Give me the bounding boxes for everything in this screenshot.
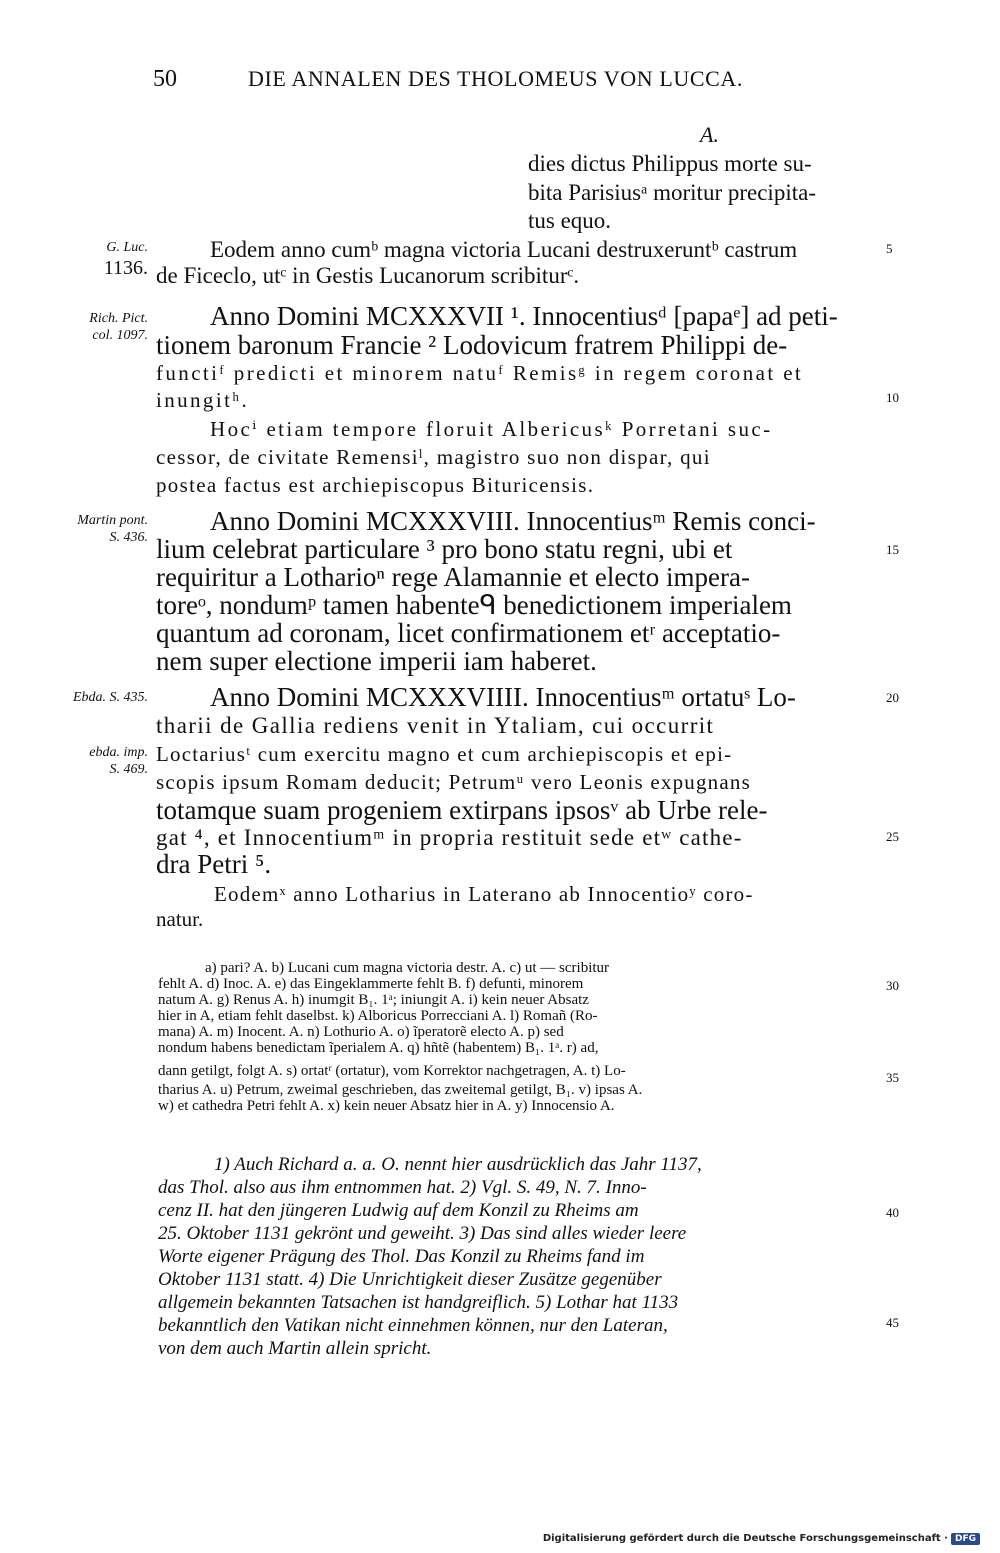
text-line: dra Petri ⁵. [156,849,272,879]
text-line: gat ⁴, et Innocentiumᵐ in propria restituit sede etʷ cathe- [156,825,743,850]
apparatus-line: w) et cathedra Petri fehlt A. x) kein neuer Absatz hier in A. y) Innocensio A. [158,1098,615,1114]
apparatus-line: tharius A. u) Petrum, zweimal geschrieben, das zweitemal getilgt, B₁. v) ipsas A. [158,1082,643,1098]
text-line: Eodem anno cumᵇ magna victoria Lucani destruxeruntᵇ castrum [210,237,798,262]
text-line: totamque suam progeniem extirpans ipsosᵛ ab Urbe rele- [156,795,768,825]
text-line: tharii de Gallia rediens venit in Ytaliam, cui occurrit [156,713,715,738]
text-line: cessor, de civitate Remensiˡ, magistro suo non dispar, qui [156,445,711,469]
year-entry-1138: Anno Domini MCXXXVIII. Innocentiusᵐ Remis conci- [210,506,816,536]
text-line: quantum ad coronam, licet confirmationem etʳ acceptatio- [156,618,781,648]
text-line: bita Parisiusᵃ moritur precipita- [528,180,816,205]
margin-source: ebda. imp. [89,745,148,760]
footnote-line: allgemein bekannten Tatsachen ist handgreiflich. 5) Lothar hat 1133 [158,1292,679,1313]
text-line: toreᵒ, nondumᵖ tamen habenteᑫ benedictionem imperialem [156,590,792,620]
apparatus-line: hier in A, etiam fehlt daselbst. k) Alboricus Porrecciani A. l) Romañ (Ro- [158,1008,598,1024]
line-number: 35 [886,1070,899,1085]
text-line: Eodemˣ anno Lotharius in Laterano ab Innocentioʸ coro- [214,882,754,906]
line-number: 20 [886,690,899,705]
text-line: postea factus est archiepiscopus Bituricensis. [156,473,595,497]
text-line: tionem baronum Francie ² Lodovicum fratrem Philippi de- [156,330,788,360]
line-number: 10 [886,390,899,405]
footnote-line: 1) Auch Richard a. a. O. nennt hier ausdrücklich das Jahr 1137, [214,1154,702,1175]
footnote-line: von dem auch Martin allein spricht. [158,1338,432,1359]
line-number: 5 [886,241,893,256]
credit-text: Digitalisierung gefördert durch die Deutsche Forschungsgemeinschaft · [542,1533,948,1544]
margin-year: 1136. [103,257,148,279]
text-line: scopis ipsum Romam deducit; Petrumᵘ vero Leonis expugnans [156,770,751,794]
line-number: 15 [886,542,899,557]
text-line: nem super electione imperii iam haberet. [156,646,597,676]
line-number: 40 [886,1205,899,1220]
year-entry-1139: Anno Domini MCXXXVIIII. Innocentiusᵐ ortatuˢ Lo- [210,682,796,712]
digitization-credit [543,1533,980,1545]
margin-source: S. 436. [109,530,148,545]
text-line: inungitʰ. [156,388,250,412]
apparatus-line: fehlt A. d) Inoc. A. e) das Eingeklammerte fehlt B. f) defunti, minorem [158,976,584,992]
text-line: de Ficeclo, utᶜ in Gestis Lucanorum scribiturᶜ. [156,263,580,288]
line-number: 30 [886,978,899,993]
text-line: natur. [156,907,204,931]
apparatus-line: natum A. g) Renus A. h) inumgit B₁. 1ᵃ; iniungit A. i) kein neuer Absatz [158,992,589,1008]
apparatus-line: nondum habens benedictam ĩperialem A. q) hñtẽ (habentem) B₁. 1ᵃ. r) ad, [158,1040,599,1056]
margin-source: G. Luc. [106,240,148,255]
running-title: DIE ANNALEN DES THOLOMEUS VON LUCCA. [248,66,744,91]
footnote-line: Oktober 1131 statt. 4) Die Unrichtigkeit dieser Zusätze gegenüber [158,1269,662,1290]
text-line: functiᶠ predicti et minorem natuᶠ Remisᵍ in regem coronat et [156,361,804,385]
margin-source: Ebda. S. 435. [72,690,148,705]
text-line: lium celebrat particulare ³ pro bono statu regni, ubi et [156,534,733,564]
page-number: 50 [153,66,177,92]
line-number: 25 [886,829,899,844]
line-number: 45 [886,1315,899,1330]
margin-source: Martin pont. [77,513,148,528]
dfg-logo-icon: DFG [951,1533,980,1545]
text-line: dies dictus Philippus morte su- [528,151,812,176]
text-line: Loctariusᵗ cum exercitu magno et cum archiepiscopis et epi- [156,742,733,766]
text-line: tus equo. [528,208,612,233]
footnote-line: bekanntlich den Vatikan nicht einnehmen können, nur den Lateran, [158,1315,668,1336]
apparatus-line: dann getilgt, folgt A. s) ortatʳ (ortatur), vom Korrektor nachgetragen, A. t) Lo- [158,1063,626,1079]
margin-source: col. 1097. [92,328,148,343]
apparatus-line: a) pari? A. b) Lucani cum magna victoria destr. A. c) ut — scribitur [205,960,610,976]
text-line: requiritur a Lotharioⁿ rege Alamannie et electo impera- [156,562,750,592]
footnote-line: cenz II. hat den jüngeren Ludwig auf dem Konzil zu Rheims am [158,1200,639,1221]
apparatus-line: mana) A. m) Inocent. A. n) Lothurio A. o) ĩperatorẽ electo A. p) sed [158,1024,564,1040]
footnote-line: 25. Oktober 1131 gekrönt und geweiht. 3) Das sind alles wieder leere [158,1223,687,1244]
year-entry-1137: Anno Domini MCXXXVII ¹. Innocentiusᵈ [papaᵉ] ad peti- [210,301,838,331]
margin-source: S. 469. [109,762,148,777]
footnote-line: das Thol. also aus ihm entnommen hat. 2) Vgl. S. 49, N. 7. Inno- [158,1177,647,1198]
manuscript-siglum: A. [700,122,719,147]
footnote-line: Worte eigener Prägung des Thol. Das Konzil zu Rheims fand im [158,1246,645,1267]
text-line: Hocⁱ etiam tempore floruit Albericusᵏ Porretani suc- [210,417,773,441]
margin-source: Rich. Pict. [89,311,148,326]
